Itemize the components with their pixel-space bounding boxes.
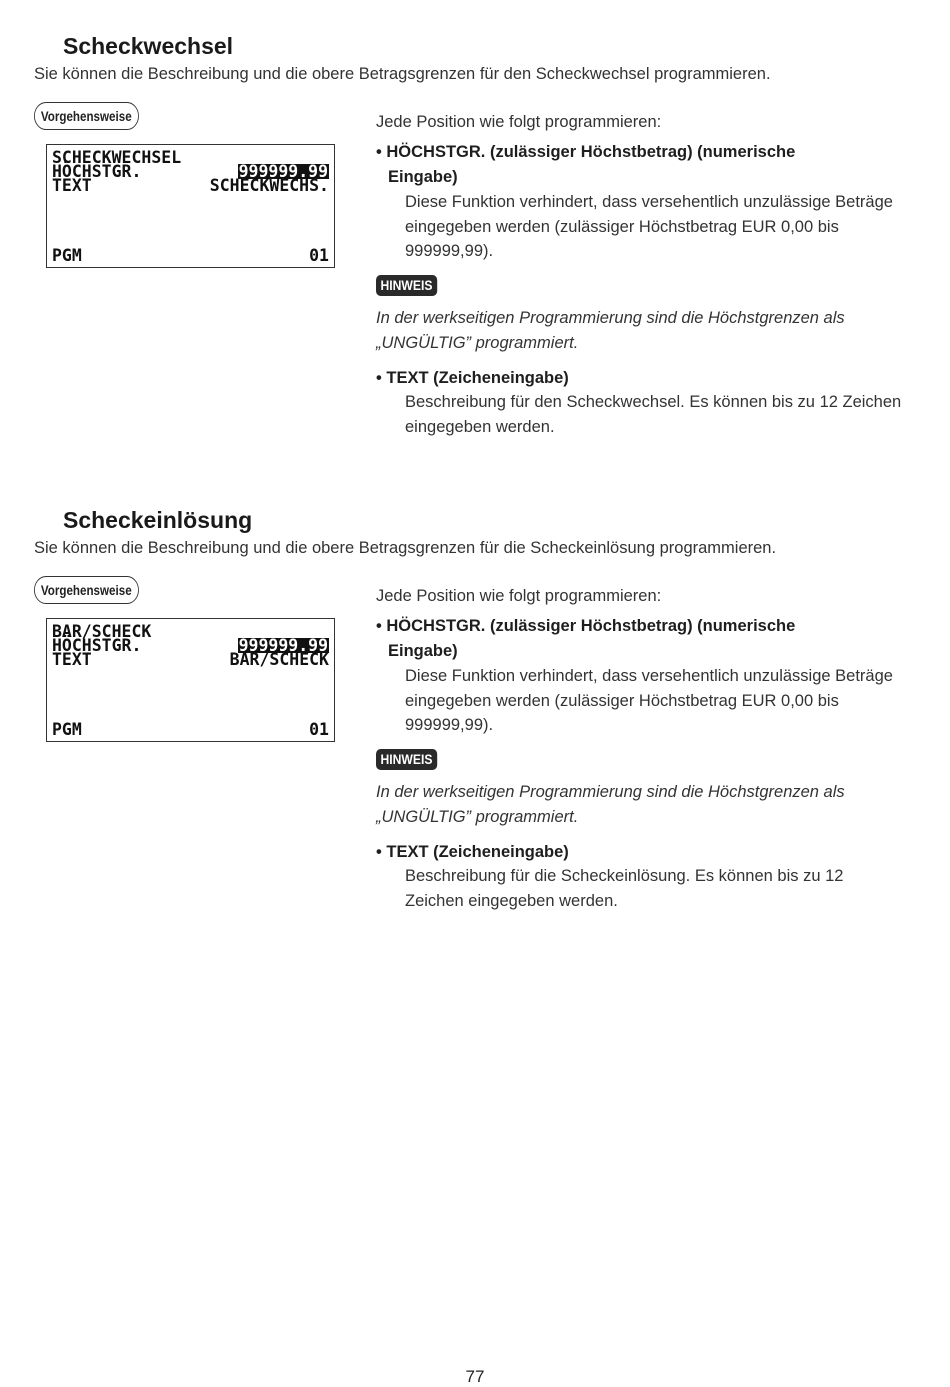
lcd-counter: 01: [309, 720, 329, 739]
lcd-line-2-left: HÖCHSTGR.: [52, 636, 142, 655]
lcd-line-3-left: TEXT: [52, 650, 92, 669]
section-intro: Sie können die Beschreibung und die obere Betragsgrenzen für den Scheckwechsel programmieren.: [34, 65, 771, 83]
item-text-heading: • TEXT (Zeicheneingabe): [376, 843, 569, 861]
lcd-line-4: [52, 248, 329, 263]
lcd-counter: 01: [309, 246, 329, 265]
lcd-line-1-left: BAR/SCHECK: [52, 622, 152, 641]
note-badge: HINWEIS: [376, 749, 437, 770]
item-text-heading: • TEXT (Zeicheneingabe): [376, 369, 569, 387]
lcd-mode: PGM: [52, 720, 82, 739]
item-hoechstgr-body: Diese Funktion verhindert, dass versehentlich unzulässige Beträge eingegeben werden (zulässiger Höchstbetrag EUR 0,00 bis 999999,99).: [405, 667, 893, 734]
lcd-line-2-value: 999999.99: [238, 636, 328, 655]
section-title: Scheckwechsel: [63, 33, 234, 59]
note-text: In der werkseitigen Programmierung sind die Höchstgrenzen als „UNGÜLTIG” programmiert.: [376, 783, 845, 826]
item-hoechstgr-heading-line1: • HÖCHSTGR. (zulässiger Höchstbetrag) (numerische: [376, 617, 796, 635]
procedure-badge: Vorgehensweise: [34, 102, 139, 130]
lcd-line-3-left: TEXT: [52, 176, 92, 195]
lcd-display: [46, 618, 335, 742]
lcd-line-2-left: HÖCHSTGR.: [52, 162, 142, 181]
lcd-line-1-left: SCHECKWECHSEL: [52, 148, 182, 167]
lcd-line-3-value: SCHECKWECHS.: [209, 176, 329, 195]
lcd-line-3-value: BAR/SCHECK: [229, 650, 329, 669]
item-hoechstgr-heading-line1: • HÖCHSTGR. (zulässiger Höchstbetrag) (numerische: [376, 143, 796, 161]
item-hoechstgr-heading: [376, 614, 795, 663]
item-hoechstgr-heading-line2: Eingabe): [388, 641, 458, 660]
page-number: 77: [465, 1367, 485, 1386]
lcd-line-2-value: 999999.99: [238, 162, 328, 181]
lcd-line-4: [52, 722, 329, 737]
item-text-body: Beschreibung für den Scheckwechsel. Es können bis zu 12 Zeichen eingegeben werden.: [405, 393, 902, 436]
lcd-mode: PGM: [52, 246, 82, 265]
program-intro: Jede Position wie folgt programmieren:: [376, 113, 662, 131]
note-text: In der werkseitigen Programmierung sind die Höchstgrenzen als „UNGÜLTIG” programmiert.: [376, 309, 845, 352]
section-intro: Sie können die Beschreibung und die obere Betragsgrenzen für die Scheckeinlösung programmieren.: [34, 539, 777, 557]
item-hoechstgr-heading: [376, 140, 795, 189]
item-text-body: Beschreibung für die Scheckeinlösung. Es können bis zu 12 Zeichen eingegeben werden.: [405, 867, 844, 910]
lcd-line-3: [52, 178, 329, 193]
lcd-display: [46, 144, 335, 268]
item-hoechstgr-heading-line2: Eingabe): [388, 167, 458, 186]
section-title: Scheckeinlösung: [63, 507, 253, 533]
procedure-badge: Vorgehensweise: [34, 576, 139, 604]
note-badge: HINWEIS: [376, 275, 437, 296]
item-hoechstgr-body: Diese Funktion verhindert, dass versehentlich unzulässige Beträge eingegeben werden (zulässiger Höchstbetrag EUR 0,00 bis 999999,99).: [405, 193, 893, 260]
program-intro: Jede Position wie folgt programmieren:: [376, 587, 662, 605]
lcd-line-3: [52, 652, 329, 667]
